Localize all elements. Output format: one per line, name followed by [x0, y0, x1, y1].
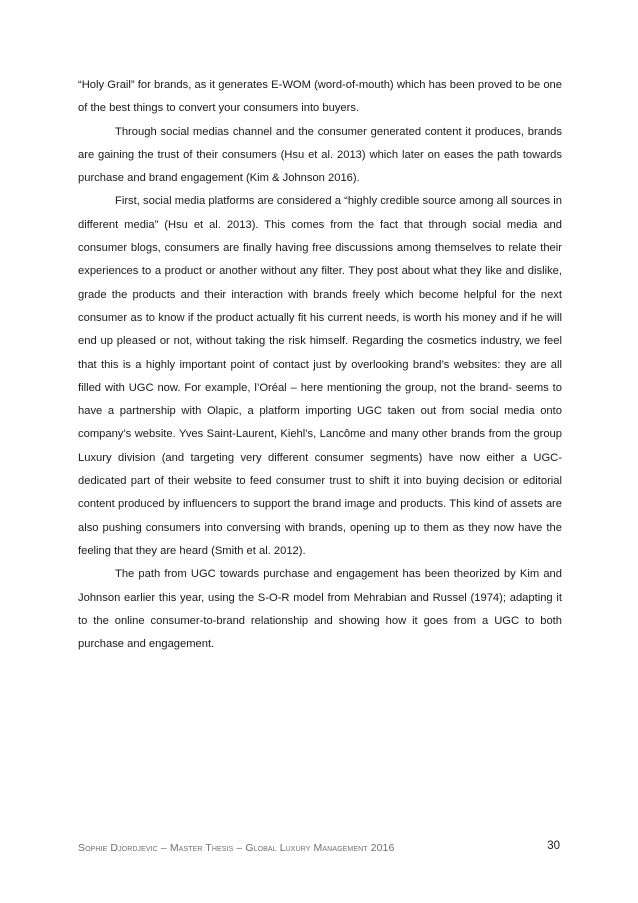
paragraph-1: “Holy Grail” for brands, as it generates E-WOM (word-of-mouth) which has been proved to be one of the best things to convert your consumers into buyers. — [78, 79, 562, 115]
page-footer — [78, 840, 560, 858]
page-number: 30 — [547, 840, 560, 852]
footer-author-title: Sophie Djordjevic – Master Thesis – Global Luxury Management 2016 — [78, 842, 395, 854]
paragraph-3: First, social media platforms are considered a “highly credible source among all sources in different media” (Hsu et al. 2013). This comes from the fact that through social media and consumer blogs, consumers are finally having free discussions among themselves to relate their experiences to a product or another without any filter. They post about what they like and dislike, grade the products and their interaction with brands freely which become helpful for the next consumer as to know if the product actually fit his current needs, is worth his money and if he will end up pleased or not, without taking the risk himself. Regarding the cosmetics industry, we feel that this is a highly important point of contact just by overlooking brand’s websites: they are all filled with UGC now. For example, l’Oréal – here mentioning the group, not the brand- seems to have a partnership with Olapic, a platform importing UGC taken out from social media onto company’s website. Yves Saint-Laurent, Kiehl’s, Lancôme and many other brands from the group Luxury division (and targeting very different consumer segments) have now either a UGC-dedicated part of their website to feed consumer trust to shift it into buying decision or editorial content produced by influencers to support the brand image and products. This kind of assets are also pushing consumers into conversing with brands, opening up to them as they now have the feeling that they are heard (Smith et al. 2012). — [78, 195, 562, 557]
paragraph-4: The path from UGC towards purchase and engagement has been theorized by Kim and Johnson earlier this year, using the S-O-R model from Mehrabian and Russel (1974); adapting it to the online consumer-to-brand relationship and showing how it goes from a UGC to both purchase and engagement. — [78, 568, 562, 651]
paragraph-2: Through social medias channel and the consumer generated content it produces, brands are gaining the trust of their consumers (Hsu et al. 2013) which later on eases the path towards purchase and brand engagement (Kim & Johnson 2016). — [78, 125, 562, 185]
body-text — [78, 74, 562, 656]
